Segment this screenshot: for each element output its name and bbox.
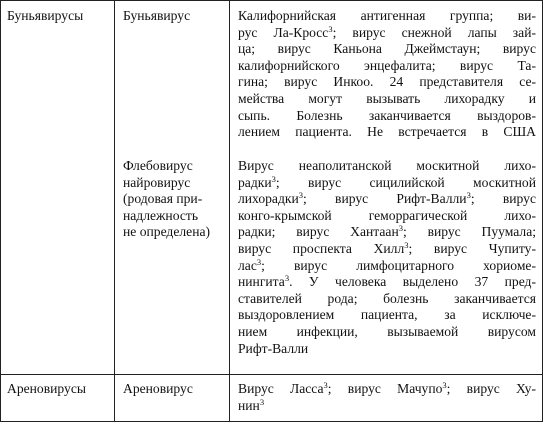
genus-cell: [123, 381, 227, 398]
description-line: вирус проспекта Хилл$^3$; вирус Чупиту-: [238, 239, 537, 256]
description-line: сыпь. Болезнь заканчивается выздоров-: [238, 107, 536, 123]
description-line: гина; вирус Инкоо. 24 представителя се-: [238, 74, 536, 90]
table-border-left: [0, 0, 1, 422]
genus-name-line: найровирус: [123, 174, 191, 190]
description-line: Калифорнийская антигенная группа; ви-: [238, 8, 536, 23]
description-line: лихорадки$^3$; вирус Рифт-Валли$^3$; вирус: [238, 190, 536, 207]
description-line: нингита$^3$. У человека выделено 37 пред-: [238, 273, 536, 290]
description-line: калифорнийского энцефалита; вирус Та-: [238, 57, 536, 73]
description-line: Вирус неаполитанской москитной лихо-: [238, 158, 536, 173]
description-line: Рифт-Валли: [238, 340, 309, 356]
description-cell: [238, 158, 536, 357]
description-line: лас$^3$; вирус лимфоцитарного хориоме-: [238, 256, 536, 273]
description-cell: [238, 8, 536, 141]
column-divider-1: [114, 0, 115, 422]
footnote-marker: 3: [259, 396, 265, 407]
footnote-marker: 3: [271, 173, 276, 184]
description-line: радки; вирус Хантаан$^3$; вирус Пуумала;: [238, 223, 536, 240]
footnote-marker: 3: [398, 223, 403, 234]
description-line: выздоровлением пациента, за исключе-: [238, 307, 536, 323]
description-line: радки$^3$; вирус сицилийской москитной: [238, 173, 536, 190]
footnote-marker: 3: [256, 256, 262, 267]
genus-cell: [123, 158, 227, 241]
footnote-marker: 3: [404, 239, 409, 250]
footnote-marker: 3: [466, 190, 471, 201]
description-line: рус Ла-Кросс$^3$; вирус снежной лапы зай-: [238, 23, 536, 40]
description-line: лением пациента. Не встречается в США: [238, 124, 536, 140]
footnote-marker: 3: [298, 190, 304, 201]
description-line: мейства могут вызывать лихорадку и: [238, 90, 536, 106]
genus-name-line: (родовая при-: [123, 191, 203, 207]
description-line: нин$^3$: [238, 396, 265, 413]
description-line: конго-крымской геморрагической лихо-: [238, 207, 536, 223]
description-line: ца; вирус Каньона Джеймстаун; вирус: [238, 41, 536, 57]
description-line: нием инфекции, вызываемой вирусом: [238, 323, 536, 339]
table-border-top: [0, 0, 543, 1]
genus-name-line: не определена): [123, 224, 211, 240]
description-cell: [238, 381, 536, 414]
description-line: Вирус Ласса$^3$; вирус Мачупо$^3$; вирус Ху-: [238, 380, 536, 396]
genus-name-line: Ареновирус: [123, 381, 193, 396]
row-divider: [0, 374, 543, 375]
genus-name-line: надлежность: [123, 207, 199, 223]
description-line: ставителей рода; болезнь заканчивается: [238, 290, 536, 306]
family-name: Ареновирусы: [7, 381, 86, 396]
family-name: Буньявирусы: [7, 8, 84, 23]
footnote-marker: 3: [328, 23, 333, 34]
footnote-marker: 3: [323, 380, 328, 390]
family-cell: [7, 381, 111, 398]
footnote-marker: 3: [284, 273, 290, 284]
genus-name-line: Буньявирус: [123, 8, 191, 23]
genus-cell: [123, 8, 227, 25]
footnote-marker: 3: [442, 380, 447, 390]
family-cell: [7, 8, 111, 25]
column-divider-2: [229, 0, 230, 422]
genus-name-line: Флебовирус: [123, 158, 193, 173]
